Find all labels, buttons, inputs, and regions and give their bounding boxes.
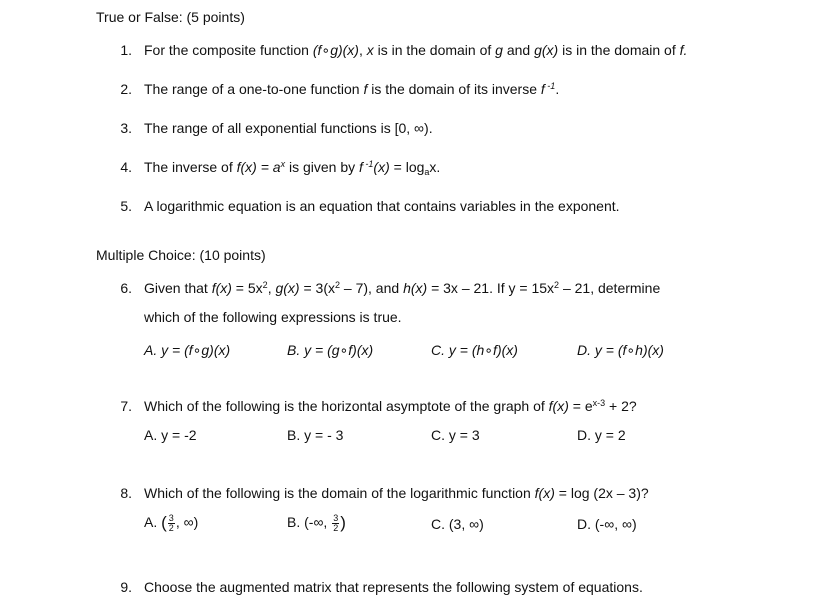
- q8-choice-c[interactable]: C. (3, ∞): [431, 516, 484, 532]
- q4-number: 4.: [120, 159, 132, 175]
- q6-text-line2: which of the following expressions is true.: [144, 309, 402, 325]
- q1-text: For the composite function (f∘g)(x), x is in the domain of g and g(x) is in the domain of f.: [144, 42, 688, 58]
- q9-text: Choose the augmented matrix that represents the following system of equations.: [144, 579, 643, 595]
- q6-text: Given that $f(x) = 5x^2$, $g(x) = 3(x^2 - 7)$, and h(x) = 3x – 21. If $y = 15x^2 - 21$, determine: [144, 280, 661, 296]
- q8-number: 8.: [120, 485, 132, 501]
- mc-section-header: Multiple Choice: (10 points): [96, 247, 266, 263]
- q8-b-fraction: $\frac{3}{2}$: [333, 512, 339, 533]
- q9-number: 9.: [120, 579, 132, 595]
- q1-number: 1.: [120, 42, 132, 58]
- q7-choice-b[interactable]: B. y = - 3: [287, 427, 344, 443]
- q5-number: 5.: [120, 198, 132, 214]
- tf-section-header: True or False: (5 points): [96, 9, 245, 25]
- q8-choice-d[interactable]: D. (-∞, ∞): [577, 516, 637, 532]
- q7-number: 7.: [120, 398, 132, 414]
- q2-text: The range of a one-to-one function f is the domain of its inverse f $^{-1}$.: [144, 81, 560, 97]
- q6-choice-c[interactable]: C. y = (h∘f)(x): [431, 342, 518, 358]
- q6-choice-d[interactable]: D. y = (f∘h)(x): [577, 342, 664, 358]
- q6-number: 6.: [120, 280, 132, 296]
- q8-choice-b[interactable]: B. (-∞, $\frac{3}{2}$ ): [287, 512, 346, 533]
- q5-text: A logarithmic equation is an equation that contains variables in the exponent.: [144, 198, 620, 214]
- q3-number: 3.: [120, 120, 132, 136]
- q8-choice-a[interactable]: A. ( $\frac{3}{2}$ , ∞): [144, 512, 199, 533]
- q7-choice-a[interactable]: A. y = -2: [144, 427, 197, 443]
- q8-a-fraction: $\frac{3}{2}$: [168, 512, 174, 533]
- q7-choice-d[interactable]: D. y = 2: [577, 427, 626, 443]
- q7-text: Which of the following is the horizontal asymptote of the graph of $f(x) = e^{x-3} + 2$?: [144, 398, 637, 414]
- q4-text: The inverse of $f(x) = a^x$ is given by f $^{-1}(x) = \log_ax$.: [144, 159, 441, 177]
- q3-text: The range of all exponential functions is [0, ∞).: [144, 120, 433, 136]
- q6-choice-b[interactable]: B. y = (g∘f)(x): [287, 342, 374, 358]
- q6-choice-a[interactable]: A. y = (f∘g)(x): [144, 342, 231, 358]
- q2-number: 2.: [120, 81, 132, 97]
- q7-choice-c[interactable]: C. y = 3: [431, 427, 480, 443]
- q8-text: Which of the following is the domain of the logarithmic function f(x) = log (2x – 3)?: [144, 485, 649, 501]
